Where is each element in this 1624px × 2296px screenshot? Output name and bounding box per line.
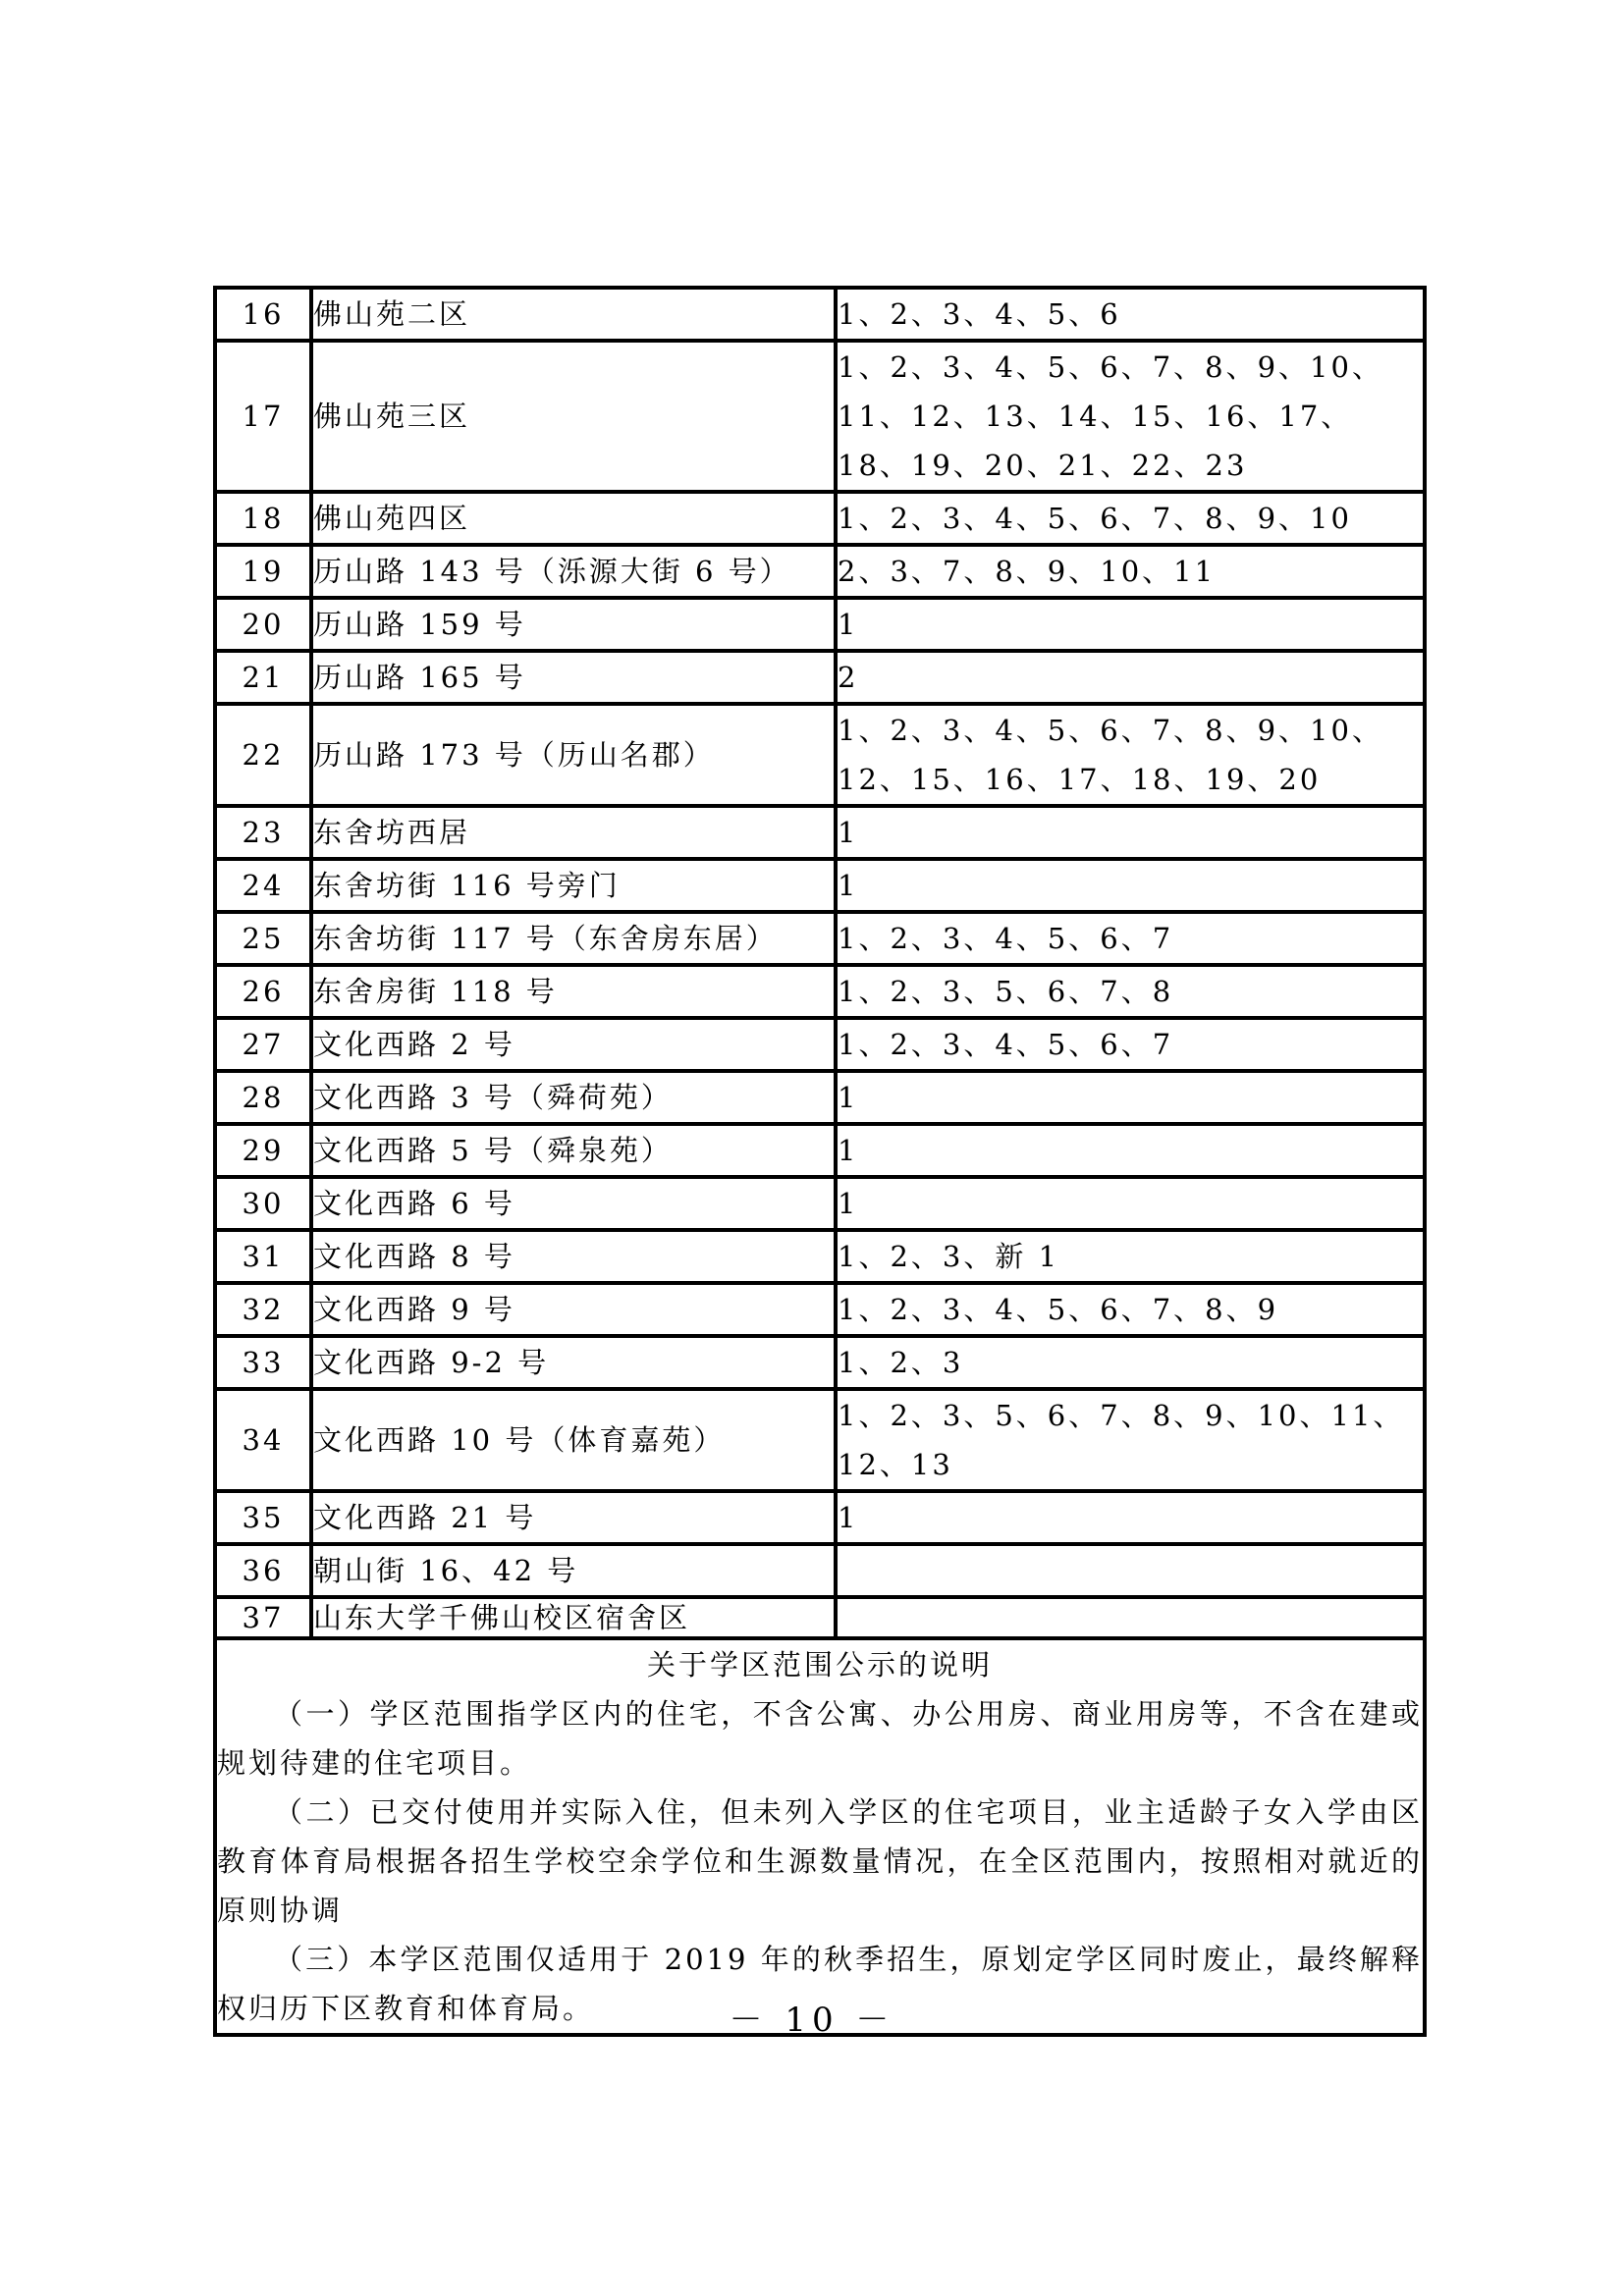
- residence-name: 文化西路 10 号（体育嘉苑）: [311, 1389, 836, 1491]
- table-row: [215, 1336, 1425, 1389]
- residence-name: 历山路 173 号（历山名郡）: [311, 704, 836, 806]
- building-numbers: 1: [836, 1071, 1425, 1124]
- residence-name: 文化西路 21 号: [311, 1491, 836, 1544]
- table-row: [215, 288, 1425, 341]
- row-index: 34: [215, 1389, 311, 1491]
- row-index: 32: [215, 1283, 311, 1336]
- table-row: [215, 545, 1425, 598]
- building-numbers: 2、3、7、8、9、10、11: [836, 545, 1425, 598]
- residence-name: 朝山街 16、42 号: [311, 1544, 836, 1597]
- residence-name: 文化西路 9-2 号: [311, 1336, 836, 1389]
- table-row: [215, 651, 1425, 704]
- building-numbers: 1: [836, 1124, 1425, 1177]
- building-numbers: 1: [836, 1491, 1425, 1544]
- row-index: 23: [215, 806, 311, 859]
- residence-name: 佛山苑二区: [311, 288, 836, 341]
- building-numbers: 1、2、3: [836, 1336, 1425, 1389]
- residence-name: 文化西路 6 号: [311, 1177, 836, 1230]
- notes-paragraph: （三）本学区范围仅适用于 2019 年的秋季招生，原划定学区同时废止，最终解释权归历下区教育和体育局。: [217, 1943, 1423, 2025]
- row-index: 37: [215, 1597, 311, 1638]
- residence-name: 东舍坊街 116 号旁门: [311, 859, 836, 912]
- table-row: [215, 806, 1425, 859]
- row-index: 18: [215, 492, 311, 545]
- building-numbers: [836, 1544, 1425, 1597]
- building-numbers: 1: [836, 598, 1425, 651]
- table-row: [215, 1544, 1425, 1597]
- notes-cell: [215, 1638, 1425, 2035]
- table-row: [215, 1389, 1425, 1491]
- building-numbers: 1: [836, 859, 1425, 912]
- building-numbers: 1、2、3、4、5、6、7、8、9、10、12、15、16、17、18、19、20: [836, 704, 1425, 806]
- row-index: 27: [215, 1018, 311, 1071]
- building-numbers: 1、2、3、新 1: [836, 1230, 1425, 1283]
- residence-name: 东舍房街 118 号: [311, 965, 836, 1018]
- row-index: 31: [215, 1230, 311, 1283]
- building-numbers: 1、2、3、5、6、7、8、9、10、11、12、13: [836, 1389, 1425, 1491]
- table-row: [215, 1283, 1425, 1336]
- row-index: 21: [215, 651, 311, 704]
- residence-name: 文化西路 2 号: [311, 1018, 836, 1071]
- building-numbers: 1、2、3、4、5、6、7: [836, 1018, 1425, 1071]
- residence-name: 东舍坊街 117 号（东舍房东居）: [311, 912, 836, 965]
- building-numbers: 1、2、3、4、5、6、7、8、9、10、11、12、13、14、15、16、17、18、19、20、21、22、23: [836, 341, 1425, 492]
- row-index: 30: [215, 1177, 311, 1230]
- row-index: 28: [215, 1071, 311, 1124]
- residence-name: 佛山苑三区: [311, 341, 836, 492]
- notes-row: [215, 1638, 1425, 2035]
- building-numbers: 1、2、3、4、5、6、7、8、9、10: [836, 492, 1425, 545]
- row-index: 20: [215, 598, 311, 651]
- residence-name: 山东大学千佛山校区宿舍区: [311, 1597, 836, 1638]
- row-index: 17: [215, 341, 311, 492]
- residence-name: 文化西路 8 号: [311, 1230, 836, 1283]
- building-numbers: 1: [836, 806, 1425, 859]
- table-row: [215, 859, 1425, 912]
- page-number: － 10 －: [729, 2001, 895, 2040]
- table-row: [215, 912, 1425, 965]
- residence-name: 历山路 165 号: [311, 651, 836, 704]
- table-row: [215, 704, 1425, 806]
- building-numbers: 1、2、3、4、5、6、7: [836, 912, 1425, 965]
- residence-name: 历山路 143 号（泺源大街 6 号）: [311, 545, 836, 598]
- row-index: 19: [215, 545, 311, 598]
- residence-name: 文化西路 9 号: [311, 1283, 836, 1336]
- table-row: [215, 1491, 1425, 1544]
- residence-name: 文化西路 5 号（舜泉苑）: [311, 1124, 836, 1177]
- residence-name: 文化西路 3 号（舜荷苑）: [311, 1071, 836, 1124]
- row-index: 26: [215, 965, 311, 1018]
- school-district-table: [213, 286, 1427, 2037]
- table-row: [215, 1230, 1425, 1283]
- table-row: [215, 1018, 1425, 1071]
- table-row: [215, 965, 1425, 1018]
- notes-title: 关于学区范围公示的说明: [646, 1648, 993, 1682]
- table-row: [215, 1071, 1425, 1124]
- building-numbers: 1、2、3、5、6、7、8: [836, 965, 1425, 1018]
- row-index: 35: [215, 1491, 311, 1544]
- building-numbers: 2: [836, 651, 1425, 704]
- building-numbers: 1、2、3、4、5、6: [836, 288, 1425, 341]
- building-numbers: 1、2、3、4、5、6、7、8、9: [836, 1283, 1425, 1336]
- notes-paragraph: （一）学区范围指学区内的住宅，不含公寓、办公用房、商业用房等，不含在建或规划待建的住宅项目。: [217, 1697, 1423, 1780]
- row-index: 24: [215, 859, 311, 912]
- residence-name: 历山路 159 号: [311, 598, 836, 651]
- table-row: [215, 1177, 1425, 1230]
- row-index: 29: [215, 1124, 311, 1177]
- notes-paragraph: （二）已交付使用并实际入住，但未列入学区的住宅项目，业主适龄子女入学由区教育体育局根据各招生学校空余学位和生源数量情况，在全区范围内，按照相对就近的原则协调: [217, 1795, 1423, 1927]
- row-index: 33: [215, 1336, 311, 1389]
- table-row: [215, 1597, 1425, 1638]
- building-numbers: [836, 1597, 1425, 1638]
- residence-name: 东舍坊西居: [311, 806, 836, 859]
- row-index: 22: [215, 704, 311, 806]
- row-index: 25: [215, 912, 311, 965]
- building-numbers: 1: [836, 1177, 1425, 1230]
- row-index: 16: [215, 288, 311, 341]
- table-row: [215, 341, 1425, 492]
- row-index: 36: [215, 1544, 311, 1597]
- table-row: [215, 492, 1425, 545]
- residence-name: 佛山苑四区: [311, 492, 836, 545]
- table-row: [215, 1124, 1425, 1177]
- table-row: [215, 598, 1425, 651]
